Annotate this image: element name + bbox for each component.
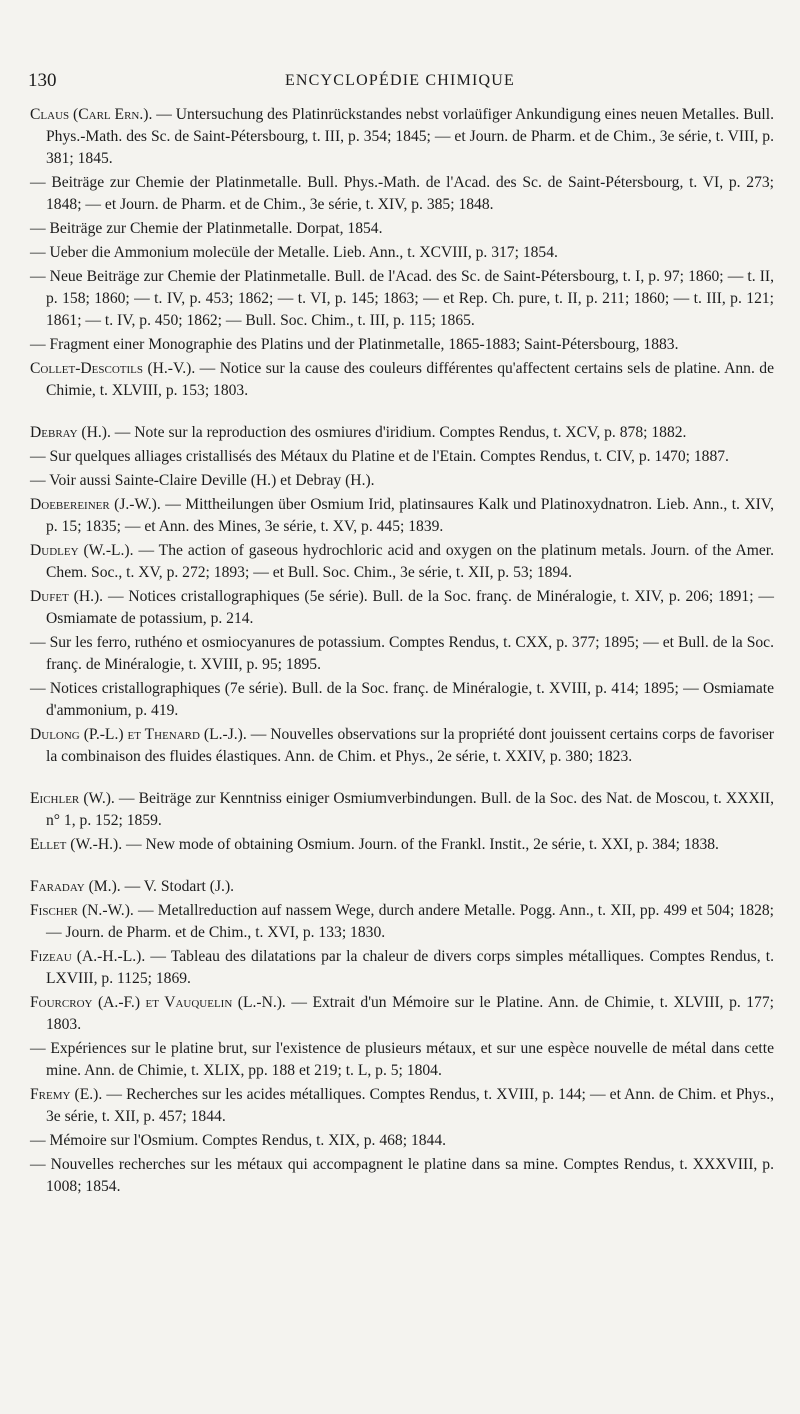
entry-author: Eichler (W.).	[30, 790, 115, 807]
entry-author: Doebereiner (J.-W.).	[30, 496, 161, 513]
entry-text: — Fragment einer Monographie des Platins und der Platinmetalle, 1865-1883; Saint-Pétersbourg, 1883.	[30, 336, 679, 353]
entry-author: Dulong (P.-L.) et Thenard (L.-J.).	[30, 726, 247, 743]
bibliography-entry	[30, 104, 774, 170]
bibliography-entry	[30, 334, 774, 356]
entry-text: — Mémoire sur l'Osmium. Comptes Rendus, t. XIX, p. 468; 1844.	[30, 1132, 447, 1149]
entry-text: — New mode of obtaining Osmium. Journ. of the Frankl. Instit., 2e série, t. XXI, p. 384; 1838.	[126, 836, 719, 853]
entry-text: — Neue Beiträge zur Chemie der Platinmetalle. Bull. de l'Acad. des Sc. de Saint-Pétersbourg, t. I, p. 97; 1860; — t. II, p. 158; 1860; — t. IV, p. 453; 1862; — t. VI, p. 145; 1863; — et Rep. Ch. pure, t. II, p. 211; 1860; — t. III, p. 121; 1861; — t. IV, p. 450; 1862; — Bull. Soc. Chim., t. III, p. 115; 1865.	[30, 268, 774, 329]
bibliography-entry	[30, 1130, 774, 1152]
bibliography-entry	[30, 446, 774, 468]
bibliography-entry	[30, 632, 774, 676]
bibliography-entry	[30, 946, 774, 990]
entry-author: Dudley (W.-L.).	[30, 542, 134, 559]
entry-text: — Beiträge zur Chemie der Platinmetalle. Dorpat, 1854.	[30, 220, 383, 237]
bibliography-entry	[30, 586, 774, 630]
bibliography-entry	[30, 494, 774, 538]
bibliography-entry	[30, 788, 774, 832]
entry-text: — Nouvelles recherches sur les métaux qui accompagnent le platine dans sa mine. Comptes Rendus, t. XXXVIII, p. 1008; 1854.	[30, 1156, 774, 1195]
entry-text: — Voir aussi Sainte-Claire Deville (H.) et Debray (H.).	[30, 472, 375, 489]
entry-text: — Note sur la reproduction des osmiures d'iridium. Comptes Rendus, t. XCV, p. 878; 1882.	[114, 424, 687, 441]
entry-text: — Sur quelques alliages cristallisés des Métaux du Platine et de l'Etain. Comptes Rendus, t. CIV, p. 1470; 1887.	[30, 448, 729, 465]
bibliography-entry	[30, 876, 774, 898]
running-title: ENCYCLOPÉDIE CHIMIQUE	[284, 72, 516, 89]
entry-text: — Untersuchung des Platinrückstandes nebst vorlaüfiger Ankundigung eines neuen Metalles. Bull. Phys.-Math. des Sc. de Saint-Pétersbourg, t. III, p. 354; 1845; — et Journ. de Pharm. et de Chim., 3e série, t. VIII, p. 381; 1845.	[46, 106, 774, 167]
bibliography-entry	[30, 678, 774, 722]
entry-author: Claus (Carl Ern.).	[30, 106, 153, 123]
entry-text: — Tableau des dilatations par la chaleur de divers corps simples métalliques. Comptes Rendus, t. LXVIII, p. 1125; 1869.	[46, 948, 774, 987]
bibliography-entry	[30, 1084, 774, 1128]
entry-author: Fischer (N.-W.).	[30, 902, 134, 919]
bibliography-entry	[30, 900, 774, 944]
entry-author: Collet-Descotils (H.-V.).	[30, 360, 196, 377]
page-number: 130	[28, 70, 57, 91]
bibliography-entry	[30, 266, 774, 332]
bibliography-entry	[30, 1154, 774, 1198]
entry-text: — Beiträge zur Chemie der Platinmetalle. Bull. Phys.-Math. de l'Acad. des Sc. de Saint-Pétersbourg, t. VI, p. 273; 1848; — et Journ. de Pharm. et de Chim., 3e série, t. XIV, p. 385; 1848.	[30, 174, 774, 213]
bibliography-entry	[30, 422, 774, 444]
bibliography-entry	[30, 470, 774, 492]
bibliography-entry	[30, 1038, 774, 1082]
entry-text: — Extrait d'un Mémoire sur le Platine. Ann. de Chimie, t. XLVIII, p. 177; 1803.	[46, 994, 774, 1033]
entry-text: — V. Stodart (J.).	[124, 878, 235, 895]
entry-text: — Notices cristallographiques (5e série). Bull. de la Soc. franç. de Minéralogie, t. XIV, p. 206; 1891; — Osmiamate de potassium, p. 214.	[46, 588, 774, 627]
bibliography-list	[30, 104, 774, 1200]
page-header	[28, 70, 772, 94]
entry-author: Ellet (W.-H.).	[30, 836, 123, 853]
entry-author: Fremy (E.).	[30, 1086, 103, 1103]
bibliography-entry	[30, 540, 774, 584]
bibliography-entry	[30, 992, 774, 1036]
bibliography-entry	[30, 218, 774, 240]
entry-text: — Nouvelles observations sur la propriété dont jouissent certains corps de favoriser la combinaison des fluides élastiques. Ann. de Chim. et Phys., 2e série, t. XXIV, p. 380; 1823.	[46, 726, 774, 765]
entry-text: — Ueber die Ammonium molecüle der Metalle. Lieb. Ann., t. XCVIII, p. 317; 1854.	[30, 244, 558, 261]
entry-text: — Sur les ferro, ruthéno et osmiocyanures de potassium. Comptes Rendus, t. CXX, p. 377; 1895; — et Bull. de la Soc. franç. de Minéralogie, t. XVIII, p. 95; 1895.	[30, 634, 774, 673]
bibliography-entry	[30, 242, 774, 264]
entry-text: — Expériences sur le platine brut, sur l'existence de plusieurs métaux, et sur une espèce nouvelle de métal dans cette mine. Ann. de Chimie, t. XLIX, pp. 188 et 219; t. L, p. 5; 1804.	[30, 1040, 774, 1079]
entry-author: Fourcroy (A.-F.) et Vauquelin (L.-N.).	[30, 994, 286, 1011]
entry-author: Debray (H.).	[30, 424, 111, 441]
entry-author: Faraday (M.).	[30, 878, 121, 895]
bibliography-entry	[30, 358, 774, 402]
entry-text: — Recherches sur les acides métalliques. Comptes Rendus, t. XVIII, p. 144; — et Ann. de Chim. et Phys., 3e série, t. XII, p. 457; 1844.	[46, 1086, 774, 1125]
entry-text: — Notice sur la cause des couleurs différentes qu'affectent certains sels de platine. Ann. de Chimie, t. XLVIII, p. 153; 1803.	[46, 360, 774, 399]
entry-text: — Mittheilungen über Osmium Irid, platinsaures Kalk und Platinoxydnatron. Lieb. Ann., t. XIV, p. 15; 1835; — et Ann. des Mines, 3e série, t. XV, p. 445; 1839.	[46, 496, 774, 535]
entry-text: — The action of gaseous hydrochloric acid and oxygen on the platinum metals. Journ. of the Amer. Chem. Soc., t. XV, p. 272; 1893; — et Bull. Soc. Chim., 3e série, t. XII, p. 53; 1894.	[46, 542, 775, 581]
entry-text: — Metallreduction auf nassem Wege, durch andere Metalle. Pogg. Ann., t. XII, pp. 499 et 504; 1828; — Journ. de Pharm. et de Chim., t. XVI, p. 133; 1830.	[46, 902, 775, 941]
entry-text: — Beiträge zur Kenntniss einiger Osmiumverbindungen. Bull. de la Soc. des Nat. de Moscou, t. XXXII, n° 1, p. 152; 1859.	[46, 790, 774, 829]
entry-author: Fizeau (A.-H.-L.).	[30, 948, 146, 965]
bibliography-entry	[30, 172, 774, 216]
bibliography-entry	[30, 724, 774, 768]
entry-text: — Notices cristallographiques (7e série). Bull. de la Soc. franç. de Minéralogie, t. XVIII, p. 414; 1895; — Osmiamate d'ammonium, p. 419.	[30, 680, 774, 719]
entry-author: Dufet (H.).	[30, 588, 104, 605]
bibliography-entry	[30, 834, 774, 856]
